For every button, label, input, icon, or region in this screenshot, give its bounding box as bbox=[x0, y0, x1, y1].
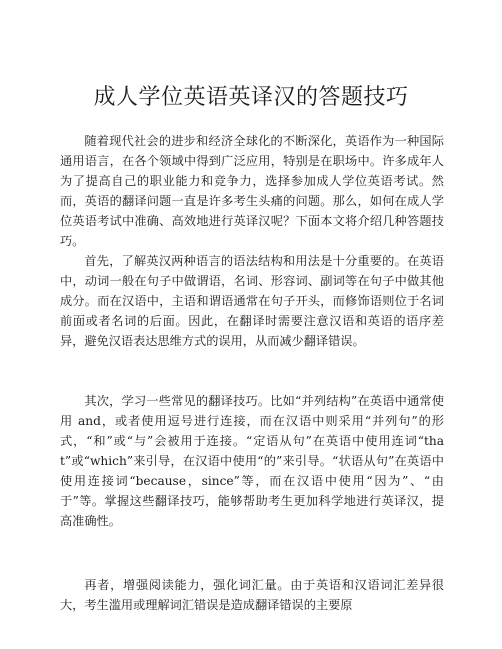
document-title: 成人学位英语英译汉的答题技巧 bbox=[93, 85, 409, 110]
paragraph-vocabulary: 再者，增强阅读能力，强化词汇量。由于英语和汉语词汇差异很大，考生滥用或理解词汇错误是造成翻译错误的主要原 bbox=[60, 578, 444, 612]
paragraph-techniques: 其次，学习一些常见的翻译技巧。比如“并列结构”在英语中通常使用 and，或者使用逗号进行连接，而在汉语中则采用“并列句”的形式，“和”或“与”会被用于连接。“定语从句”在英语中使用连词“that”或“which”来引导，在汉语中使用“的”来引导。“状语从句”在英语中使用连接词“because，since”等，而在汉语中使用“因为”、“由于”等。掌握这些翻译技巧，能够帮助考生更加科学地进行英译汉，提高准确性。 bbox=[60, 394, 444, 528]
paragraph-grammar: 首先，了解英汉两种语言的语法结构和用法是十分重要的。在英语中，动词一般在句子中做谓语，名词、形容词、副词等在句子中做其他成分。而在汉语中，主语和谓语通常在句子开头，而修饰语则位于名词前面或者名词的后面。因此，在翻译时需要注意汉语和英语的语序差异，避免汉语表达思维方式的误用，从而减少翻译错误。 bbox=[60, 254, 444, 348]
paragraph-intro: 随着现代社会的进步和经济全球化的不断深化，英语作为一种国际通用语言，在各个领域中得到广泛应用，特别是在职场中。许多成年人为了提高自己的职业能力和竞争力，选择参加成人学位英语考试。然而，英语的翻译问题一直是许多考生头痛的问题。那么，如何在成人学位英语考试中准确、高效地进行英译汉呢？下面本文将介绍几种答题技巧。 bbox=[60, 134, 444, 248]
